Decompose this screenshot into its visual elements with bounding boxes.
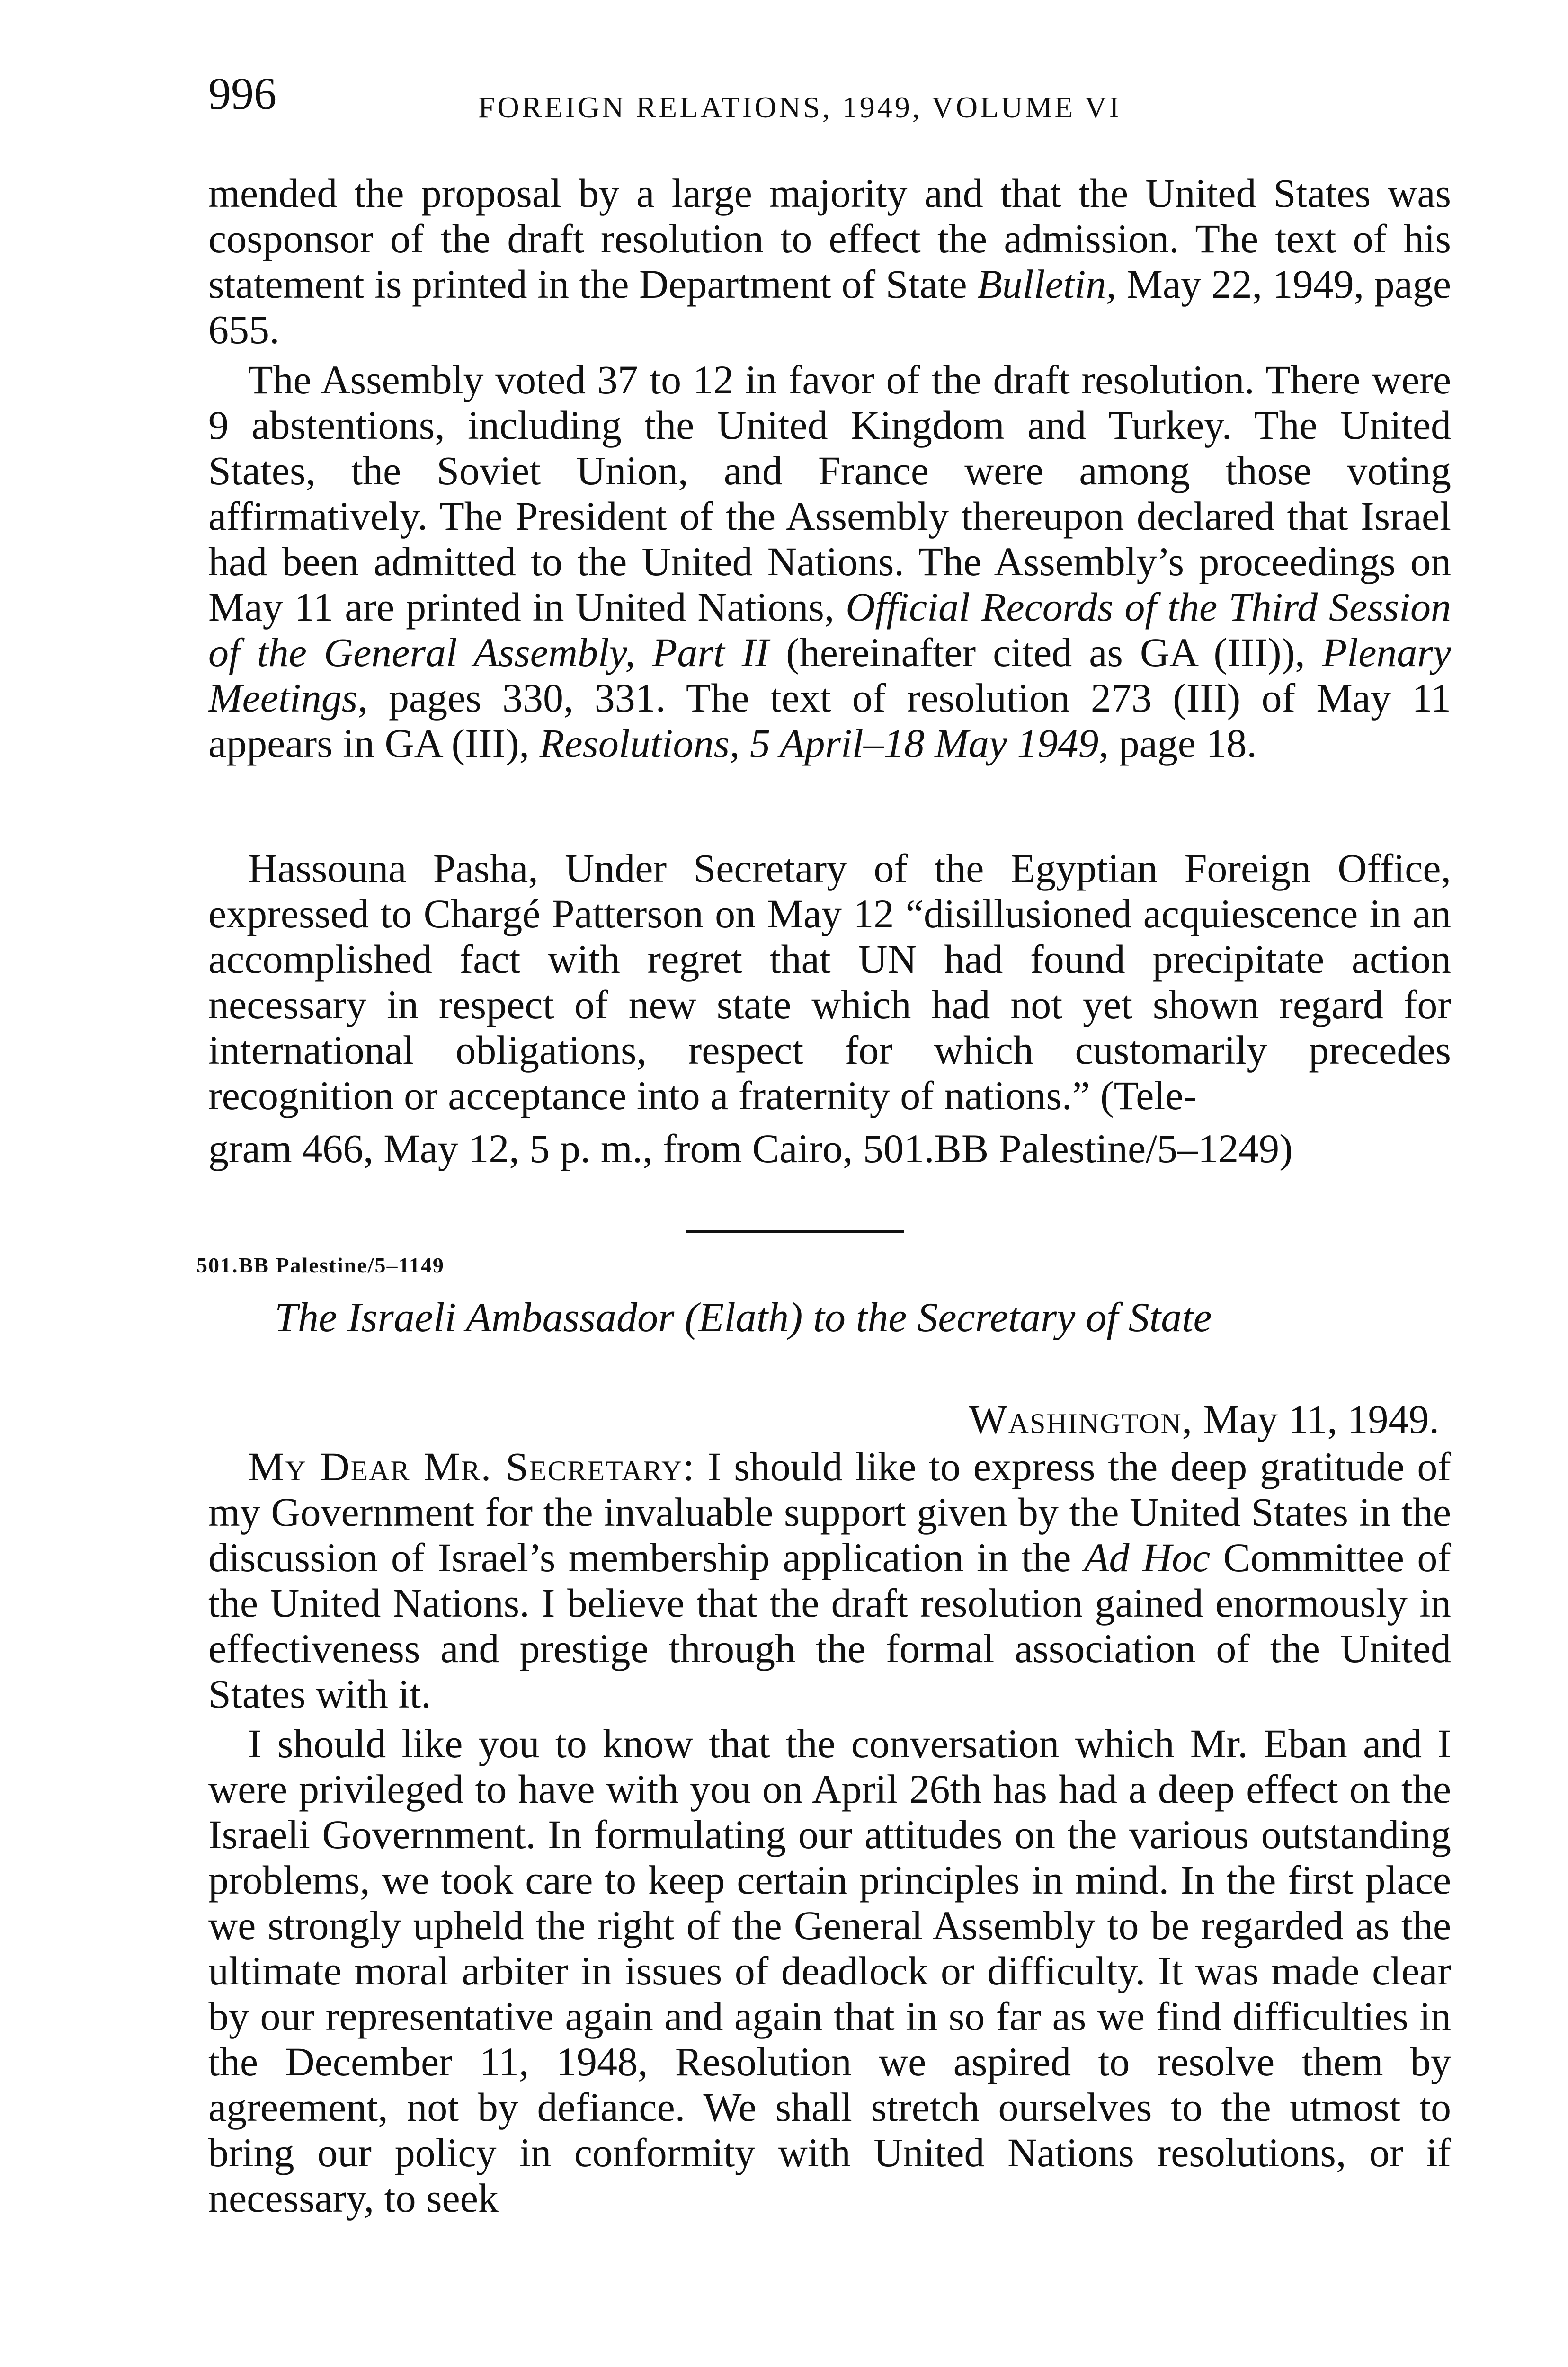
paragraph-hassouna-last-line: gram 466, May 12, 5 p. m., from Cairo, 501.BB Palestine/5–1249) <box>208 1126 1293 1171</box>
file-reference: 501.BB Palestine/5–1149 <box>196 1253 445 1277</box>
page-number: 996 <box>208 68 276 119</box>
paragraph-text: The Assembly voted 37 to 12 in favor of the draft resolution. There were 9 abstentions, including the United Kingdom and Turkey. The United States, the Soviet Union, and France were among those voting affirmatively. The President of the Assembly thereupon declared that Israel had been admitted to the United Nations. The Assembly’s proceedings on May 11 are printed in United Nations, <box>208 357 1451 630</box>
paragraph-text: mended the proposal by a large majority and that the United States was cosponsor of the draft resolution to effect the admission. The text of his statement is printed in the Department of State <box>208 170 1451 307</box>
italic-resolutions: Resolutions, 5 April–18 May 1949, <box>539 721 1109 766</box>
paragraph-text: pages 330, 331. The text of resolution 273 (III) of May 11 appears in GA (III), <box>208 675 1451 766</box>
paragraph-continuation <box>208 170 1451 352</box>
italic-plenary-meetings: Plenary Meetings, <box>208 630 1452 721</box>
document-title: The Israeli Ambassador (Elath) to the Secretary of State <box>275 1295 1212 1341</box>
letter-paragraph-1 <box>208 1444 1451 1717</box>
section-divider <box>686 1230 904 1233</box>
dateline <box>969 1399 1439 1440</box>
dateline-date: May 11, 1949. <box>1193 1397 1439 1442</box>
italic-bulletin: Bulletin, <box>977 261 1116 307</box>
dateline-city: Washington, <box>969 1397 1194 1442</box>
paragraph-text: page 18. <box>1109 721 1257 766</box>
paragraph-text: May 22, 1949, page 655. <box>208 261 1451 352</box>
paragraph-text: Committee of the United Nations. I believe that the draft resolution gained enormously in effectiveness and prestige through the formal association of the United States with it. <box>208 1535 1452 1717</box>
italic-ad-hoc: Ad Hoc <box>1084 1535 1211 1580</box>
paragraph-assembly-vote <box>208 357 1451 766</box>
letter-paragraph-2: I should like you to know that the conversation which Mr. Eban and I were privileged to have with you on April 26th has had a deep effect on the Israeli Government. In formulating our attitudes on the various outstanding problems, we took care to keep certain principles in mind. In the first place we strongly upheld the right of the General Assembly to be regarded as the ultimate moral arbiter in issues of deadlock or difficulty. It was made clear by our representative again and again that in so far as we find difficulties in the December 11, 1948, Resolution we aspired to resolve them by agreement, not by defiance. We shall stretch ourselves to the utmost to bring our policy in conformity with United Nations resolutions, or if necessary, to seek <box>208 1721 1451 2221</box>
salutation: My Dear Mr. Secretary: <box>248 1444 695 1489</box>
paragraph-hassouna-pasha: Hassouna Pasha, Under Secretary of the Egyptian Foreign Office, expressed to Chargé Patterson on May 12 “disillusioned acquiescence in an accomplished fact with regret that UN had found precipitate action necessary in respect of new state which had not yet shown regard for international obligations, respect for which customarily precedes recognition or acceptance into a fraternity of nations.” (Tele- <box>208 845 1451 1118</box>
italic-official-records: Official Records of the Third Session of the General Assembly, Part II <box>208 584 1451 675</box>
running-head: FOREIGN RELATIONS, 1949, VOLUME VI <box>478 90 1122 124</box>
paragraph-text: (hereinafter cited as GA (III)), <box>769 630 1322 675</box>
paragraph-text: I should like to express the deep gratitude of my Government for the invaluable support given by the United States in the discussion of Israel’s membership application in the <box>208 1444 1451 1580</box>
